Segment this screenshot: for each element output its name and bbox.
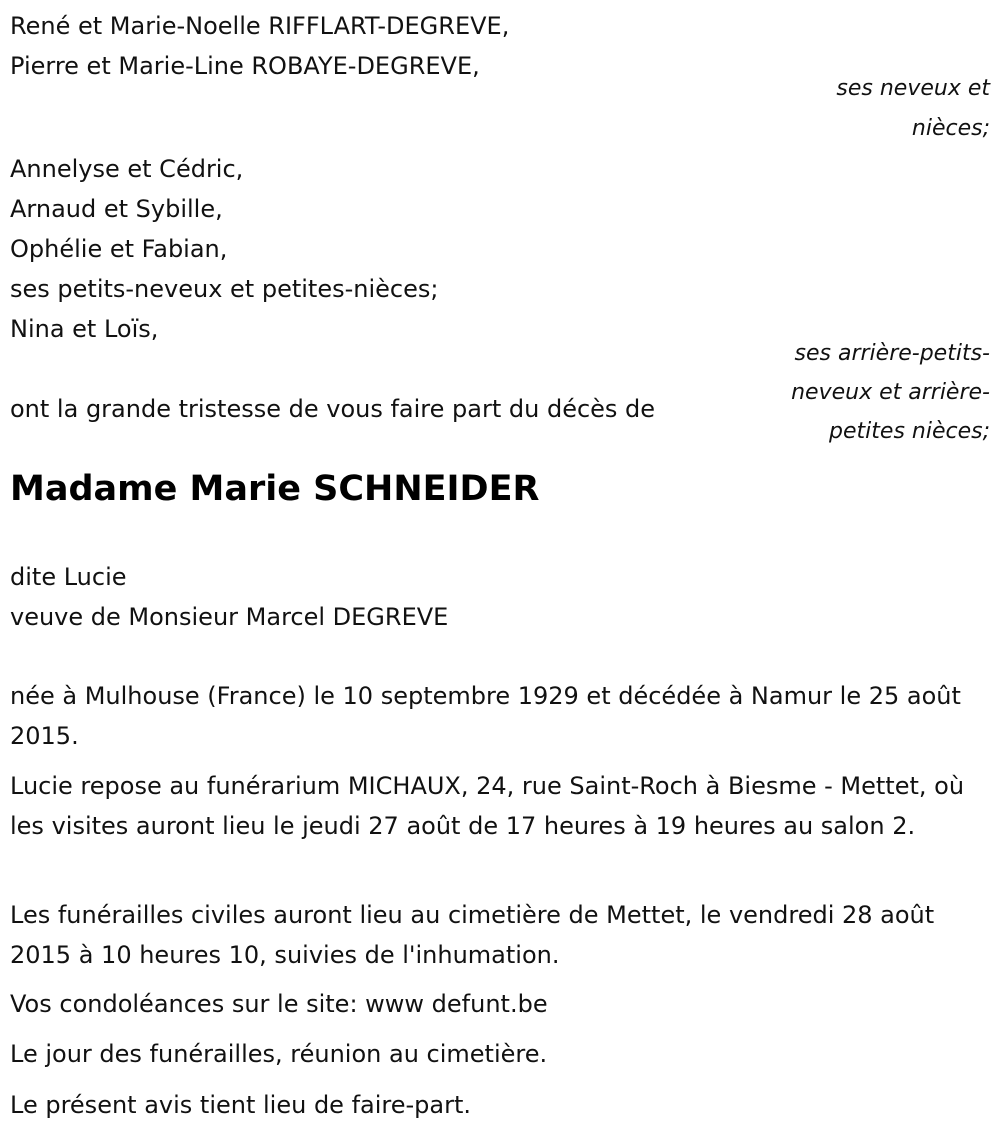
deceased-widow-of: veuve de Monsieur Marcel DEGREVE	[10, 603, 449, 631]
nephew-line-1: René et Marie-Noelle RIFFLART-DEGREVE,	[10, 12, 510, 40]
notice-line: Le présent avis tient lieu de faire-part.	[10, 1091, 472, 1119]
great-grand-role-line-2: neveux et arrière-	[791, 380, 990, 405]
deceased-alias: dite Lucie	[10, 563, 127, 591]
condolences-line: Vos condoléances sur le site: www defunt.be	[10, 990, 548, 1018]
funeral-paragraph: Les funérailles civiles auront lieu au cimetière de Mettet, le vendredi 28 août 2015 à 10 heures 10, suivies de l'inhumation.	[10, 901, 935, 969]
great-grand-role-line-1: ses arrière-petits-	[794, 341, 990, 366]
grand-nephew-line-1: Annelyse et Cédric,	[10, 155, 244, 183]
nephews-role-line-2: nièces;	[911, 116, 990, 141]
funeral-home-paragraph: Lucie repose au funérarium MICHAUX, 24, rue Saint-Roch à Biesme - Mettet, où les visites auront lieu le jeudi 27 août de 17 heures à 19 heures au salon 2.	[10, 772, 965, 840]
deceased-name: Madame Marie SCHNEIDER	[10, 469, 540, 509]
grand-nephew-line-3: Ophélie et Fabian,	[10, 235, 228, 263]
nephews-role-line-1: ses neveux et	[836, 76, 990, 101]
meeting-line: Le jour des funérailles, réunion au cimetière.	[10, 1040, 548, 1068]
grand-nephew-line-2: Arnaud et Sybille,	[10, 195, 223, 223]
great-grand-role-line-3: petites nièces;	[829, 419, 990, 444]
nephew-line-2: Pierre et Marie-Line ROBAYE-DEGREVE,	[10, 52, 480, 80]
great-grand-names: Nina et Loïs,	[10, 315, 159, 343]
grand-nephews-role: ses petits-neveux et petites-nièces;	[10, 275, 439, 303]
announcement-text: ont la grande tristesse de vous faire part du décès de	[10, 395, 656, 423]
birth-death-paragraph: née à Mulhouse (France) le 10 septembre 1929 et décédée à Namur le 25 août 2015.	[10, 682, 961, 750]
